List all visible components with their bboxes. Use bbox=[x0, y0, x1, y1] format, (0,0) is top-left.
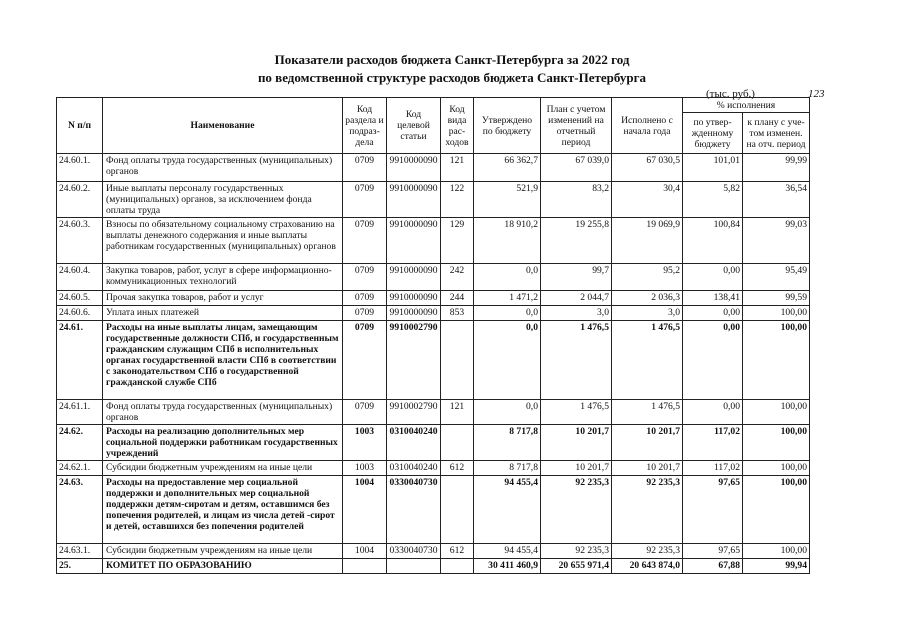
col-header-pct-group: % исполнения bbox=[683, 98, 810, 113]
row-section-code: 1003 bbox=[343, 461, 387, 476]
table-row bbox=[57, 425, 810, 461]
row-approved: 30 411 460,9 bbox=[474, 559, 541, 574]
row-num: 24.63. bbox=[57, 476, 103, 544]
row-name: Взносы по обязательному социальному страхованию на выплаты денежного содержания и иные выплаты работникам государственных (муниципальных) органов bbox=[103, 218, 343, 264]
row-plan: 92 235,3 bbox=[541, 544, 612, 559]
row-name: Расходы на реализацию дополнительных мер социальной поддержки работникам государственных учреждений bbox=[103, 425, 343, 461]
row-executed: 1 476,5 bbox=[612, 400, 683, 425]
row-section-code: 1003 bbox=[343, 425, 387, 461]
row-approved: 0,0 bbox=[474, 321, 541, 400]
row-pct-budget: 117,02 bbox=[683, 461, 743, 476]
row-num: 24.63.1. bbox=[57, 544, 103, 559]
table-row bbox=[57, 321, 810, 400]
row-expense-type: 121 bbox=[441, 400, 474, 425]
row-approved: 1 471,2 bbox=[474, 291, 541, 306]
row-target-code: 0310040240 bbox=[387, 425, 441, 461]
col-header-section-code: Код раздела и подраз-дела bbox=[343, 98, 387, 154]
row-pct-plan: 100,00 bbox=[743, 321, 810, 400]
table-row bbox=[57, 291, 810, 306]
row-num: 24.60.3. bbox=[57, 218, 103, 264]
row-target-code: 9910000090 bbox=[387, 291, 441, 306]
row-num: 24.61. bbox=[57, 321, 103, 400]
row-pct-plan: 100,00 bbox=[743, 544, 810, 559]
row-plan: 19 255,8 bbox=[541, 218, 612, 264]
row-approved: 94 455,4 bbox=[474, 544, 541, 559]
row-num: 24.62. bbox=[57, 425, 103, 461]
table-row bbox=[57, 476, 810, 544]
row-section-code: 0709 bbox=[343, 264, 387, 291]
row-executed: 20 643 874,0 bbox=[612, 559, 683, 574]
col-header-pct-plan: к плану с уче-том изменен. на отч. период bbox=[743, 113, 810, 154]
col-header-plan: План с учетом изменений на отчетный период bbox=[541, 98, 612, 154]
row-approved: 94 455,4 bbox=[474, 476, 541, 544]
row-name: КОМИТЕТ ПО ОБРАЗОВАНИЮ bbox=[103, 559, 343, 574]
unit-label: (тыс. руб.) bbox=[706, 88, 755, 100]
row-pct-budget: 101,01 bbox=[683, 154, 743, 182]
row-pct-plan: 100,00 bbox=[743, 400, 810, 425]
row-name: Субсидии бюджетным учреждениям на иные цели bbox=[103, 544, 343, 559]
row-executed: 30,4 bbox=[612, 182, 683, 218]
row-pct-budget: 0,00 bbox=[683, 306, 743, 321]
row-plan: 1 476,5 bbox=[541, 400, 612, 425]
row-expense-type: 612 bbox=[441, 544, 474, 559]
row-executed: 2 036,3 bbox=[612, 291, 683, 306]
page-number: 123 bbox=[808, 88, 825, 100]
row-target-code: 9910000090 bbox=[387, 264, 441, 291]
table-row bbox=[57, 154, 810, 182]
row-num: 25. bbox=[57, 559, 103, 574]
row-expense-type bbox=[441, 476, 474, 544]
row-pct-budget: 5,82 bbox=[683, 182, 743, 218]
row-name: Иные выплаты персоналу государственных (муниципальных) органов, за исключением фонда оплаты труда bbox=[103, 182, 343, 218]
row-target-code: 0330040730 bbox=[387, 476, 441, 544]
table-row bbox=[57, 559, 810, 574]
row-target-code: 9910002790 bbox=[387, 321, 441, 400]
table-row bbox=[57, 182, 810, 218]
row-plan: 67 039,0 bbox=[541, 154, 612, 182]
row-section-code: 1004 bbox=[343, 476, 387, 544]
row-executed: 92 235,3 bbox=[612, 544, 683, 559]
row-approved: 8 717,8 bbox=[474, 425, 541, 461]
row-executed: 1 476,5 bbox=[612, 321, 683, 400]
row-expense-type: 612 bbox=[441, 461, 474, 476]
row-expense-type: 129 bbox=[441, 218, 474, 264]
row-plan: 10 201,7 bbox=[541, 425, 612, 461]
row-approved: 0,0 bbox=[474, 400, 541, 425]
row-pct-plan: 99,03 bbox=[743, 218, 810, 264]
row-pct-budget: 0,00 bbox=[683, 400, 743, 425]
row-pct-budget: 97,65 bbox=[683, 476, 743, 544]
row-pct-budget: 100,84 bbox=[683, 218, 743, 264]
row-expense-type bbox=[441, 559, 474, 574]
row-pct-plan: 100,00 bbox=[743, 425, 810, 461]
col-header-approved: Утверждено по бюджету bbox=[474, 98, 541, 154]
row-plan: 2 044,7 bbox=[541, 291, 612, 306]
table-row bbox=[57, 264, 810, 291]
row-name: Субсидии бюджетным учреждениям на иные цели bbox=[103, 461, 343, 476]
row-expense-type bbox=[441, 425, 474, 461]
row-num: 24.62.1. bbox=[57, 461, 103, 476]
row-section-code: 0709 bbox=[343, 218, 387, 264]
row-plan: 92 235,3 bbox=[541, 476, 612, 544]
row-pct-budget: 0,00 bbox=[683, 264, 743, 291]
table-row bbox=[57, 461, 810, 476]
row-section-code: 1004 bbox=[343, 544, 387, 559]
table-row bbox=[57, 544, 810, 559]
row-approved: 8 717,8 bbox=[474, 461, 541, 476]
row-pct-plan: 36,54 bbox=[743, 182, 810, 218]
row-target-code: 9910002790 bbox=[387, 400, 441, 425]
row-pct-plan: 99,59 bbox=[743, 291, 810, 306]
row-target-code: 9910000090 bbox=[387, 306, 441, 321]
row-target-code: 9910000090 bbox=[387, 182, 441, 218]
row-num: 24.60.5. bbox=[57, 291, 103, 306]
row-executed: 67 030,5 bbox=[612, 154, 683, 182]
row-section-code: 0709 bbox=[343, 182, 387, 218]
row-num: 24.61.1. bbox=[57, 400, 103, 425]
row-pct-budget: 138,41 bbox=[683, 291, 743, 306]
row-target-code bbox=[387, 559, 441, 574]
row-plan: 1 476,5 bbox=[541, 321, 612, 400]
row-expense-type: 853 bbox=[441, 306, 474, 321]
budget-table bbox=[56, 97, 810, 574]
row-plan: 10 201,7 bbox=[541, 461, 612, 476]
row-pct-plan: 100,00 bbox=[743, 306, 810, 321]
table-row bbox=[57, 218, 810, 264]
row-expense-type: 242 bbox=[441, 264, 474, 291]
table-row bbox=[57, 306, 810, 321]
table-row bbox=[57, 400, 810, 425]
row-expense-type bbox=[441, 321, 474, 400]
report-title-line1: Показатели расходов бюджета Санкт-Петербурга за 2022 год bbox=[274, 52, 630, 67]
row-target-code: 9910000090 bbox=[387, 218, 441, 264]
row-pct-budget: 0,00 bbox=[683, 321, 743, 400]
col-header-pct-budget: по утвер-жденному бюджету bbox=[683, 113, 743, 154]
col-header-expense-type: Код вида рас-ходов bbox=[441, 98, 474, 154]
row-approved: 66 362,7 bbox=[474, 154, 541, 182]
row-name: Расходы на иные выплаты лицам, замещающим государственные должности СПб, и государственным гражданским служащим СПб в исполнительных органах государственной власти СПб в соответствии с законодательством СПб о государственной гражданской службе СПб bbox=[103, 321, 343, 400]
row-section-code: 0709 bbox=[343, 306, 387, 321]
row-num: 24.60.1. bbox=[57, 154, 103, 182]
row-name: Прочая закупка товаров, работ и услуг bbox=[103, 291, 343, 306]
row-pct-plan: 95,49 bbox=[743, 264, 810, 291]
row-name: Фонд оплаты труда государственных (муниципальных) органов bbox=[103, 400, 343, 425]
row-name: Уплата иных платежей bbox=[103, 306, 343, 321]
row-expense-type: 122 bbox=[441, 182, 474, 218]
row-name: Расходы на предоставление мер социальной поддержки и дополнительных мер социальной поддержки детям-сиротам и детям, оставшимся без попечения родителей, и лицам из числа детей -сирот и детей, оставшихся без попечения родителей bbox=[103, 476, 343, 544]
row-pct-plan: 100,00 bbox=[743, 461, 810, 476]
row-executed: 19 069,9 bbox=[612, 218, 683, 264]
row-target-code: 0330040730 bbox=[387, 544, 441, 559]
row-pct-plan: 99,99 bbox=[743, 154, 810, 182]
row-plan: 20 655 971,4 bbox=[541, 559, 612, 574]
row-target-code: 0310040240 bbox=[387, 461, 441, 476]
col-header-num: N п/п bbox=[57, 98, 103, 154]
row-approved: 0,0 bbox=[474, 264, 541, 291]
row-approved: 18 910,2 bbox=[474, 218, 541, 264]
row-executed: 10 201,7 bbox=[612, 461, 683, 476]
row-executed: 3,0 bbox=[612, 306, 683, 321]
row-num: 24.60.2. bbox=[57, 182, 103, 218]
row-section-code: 0709 bbox=[343, 154, 387, 182]
row-executed: 10 201,7 bbox=[612, 425, 683, 461]
row-pct-budget: 117,02 bbox=[683, 425, 743, 461]
row-section-code bbox=[343, 559, 387, 574]
row-plan: 3,0 bbox=[541, 306, 612, 321]
row-section-code: 0709 bbox=[343, 321, 387, 400]
row-num: 24.60.4. bbox=[57, 264, 103, 291]
row-approved: 0,0 bbox=[474, 306, 541, 321]
row-approved: 521,9 bbox=[474, 182, 541, 218]
row-section-code: 0709 bbox=[343, 400, 387, 425]
report-title-line2: по ведомственной структуре расходов бюджета Санкт-Петербурга bbox=[257, 70, 647, 85]
col-header-executed: Исполнено с начала года bbox=[612, 98, 683, 154]
row-pct-budget: 97,65 bbox=[683, 544, 743, 559]
row-expense-type: 121 bbox=[441, 154, 474, 182]
row-name: Закупка товаров, работ, услуг в сфере информационно-коммуникационных технологий bbox=[103, 264, 343, 291]
col-header-target-code: Код целевой статьи bbox=[387, 98, 441, 154]
row-pct-plan: 99,94 bbox=[743, 559, 810, 574]
row-pct-plan: 100,00 bbox=[743, 476, 810, 544]
row-executed: 92 235,3 bbox=[612, 476, 683, 544]
row-executed: 95,2 bbox=[612, 264, 683, 291]
row-section-code: 0709 bbox=[343, 291, 387, 306]
row-pct-budget: 67,88 bbox=[683, 559, 743, 574]
col-header-name: Наименование bbox=[103, 98, 343, 154]
row-num: 24.60.6. bbox=[57, 306, 103, 321]
row-expense-type: 244 bbox=[441, 291, 474, 306]
row-plan: 83,2 bbox=[541, 182, 612, 218]
row-name: Фонд оплаты труда государственных (муниципальных) органов bbox=[103, 154, 343, 182]
row-plan: 99,7 bbox=[541, 264, 612, 291]
row-target-code: 9910000090 bbox=[387, 154, 441, 182]
